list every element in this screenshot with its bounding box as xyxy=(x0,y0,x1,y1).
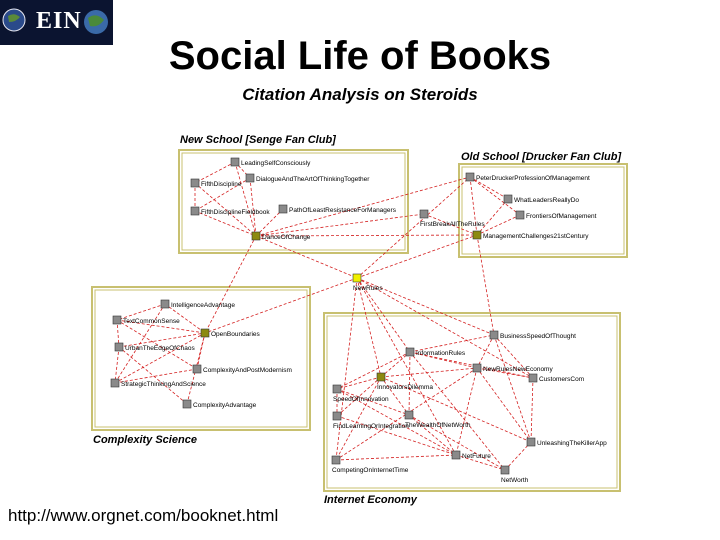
book-node-label: SpeedOfInnovation xyxy=(333,396,389,403)
book-node[interactable] xyxy=(473,364,553,373)
book-node[interactable] xyxy=(111,379,206,388)
book-node-marker[interactable] xyxy=(452,451,460,459)
citation-edge xyxy=(357,278,533,378)
book-node-label: CompetingOnInternetTime xyxy=(332,467,409,474)
book-node-marker[interactable] xyxy=(473,231,481,239)
book-node-marker[interactable] xyxy=(333,412,341,420)
book-node-label: BusinessSpeedOfThought xyxy=(500,333,576,340)
book-node-label: PeterDruckerProfessionOfManagement xyxy=(476,175,590,182)
book-node[interactable] xyxy=(193,365,292,374)
book-node-label: LeadingSelfConsciously xyxy=(241,160,311,167)
book-node[interactable] xyxy=(161,300,235,309)
book-node-marker[interactable] xyxy=(191,179,199,187)
citation-edge xyxy=(357,278,381,377)
citation-edge xyxy=(195,162,235,183)
book-node-label: NetWorth xyxy=(501,477,529,484)
book-node-label: OpenBoundaries xyxy=(211,331,260,338)
book-node[interactable] xyxy=(490,331,576,340)
book-node-marker[interactable] xyxy=(353,274,361,282)
book-node-marker[interactable] xyxy=(161,300,169,308)
book-node-marker[interactable] xyxy=(279,205,287,213)
book-node-label: DanceOfChange xyxy=(262,234,311,241)
book-node-marker[interactable] xyxy=(473,364,481,372)
book-node-label: NetFuture xyxy=(462,453,491,460)
citation-edge xyxy=(477,335,494,368)
book-node[interactable] xyxy=(113,316,180,325)
cluster-label-old-school: Old School [Drucker Fan Club] xyxy=(461,151,622,163)
book-node-label: DialogueAndTheArtOfThinkingTogether xyxy=(256,176,370,183)
book-node-marker[interactable] xyxy=(191,207,199,215)
citation-edge xyxy=(336,377,381,460)
book-node[interactable] xyxy=(527,438,607,447)
book-node[interactable] xyxy=(279,205,397,214)
book-node[interactable] xyxy=(406,348,466,357)
book-node-marker[interactable] xyxy=(113,316,121,324)
book-node[interactable] xyxy=(504,195,579,204)
citation-edge xyxy=(336,455,456,460)
book-node-marker[interactable] xyxy=(490,331,498,339)
citation-edge xyxy=(531,378,533,442)
book-node-label: NewRulesNewEconomy xyxy=(483,366,553,373)
book-node-marker[interactable] xyxy=(111,379,119,387)
book-node[interactable] xyxy=(473,231,589,240)
book-node-label: TheWealthOfNetWorth xyxy=(405,422,471,429)
book-node[interactable] xyxy=(252,232,311,241)
book-node[interactable] xyxy=(452,451,491,460)
book-node[interactable] xyxy=(377,373,433,391)
book-node-marker[interactable] xyxy=(252,232,260,240)
citation-edge xyxy=(477,368,531,442)
book-node-marker[interactable] xyxy=(332,456,340,464)
cluster-label-complexity: Complexity Science xyxy=(93,434,197,446)
book-node-label: PathOfLeastResistanceForManagers xyxy=(289,207,396,214)
book-node[interactable] xyxy=(201,329,261,338)
book-node-label: FirstBreakAllTheRules xyxy=(420,221,485,228)
book-node-label: UnleashingTheKillerApp xyxy=(537,440,607,447)
book-node-marker[interactable] xyxy=(406,348,414,356)
book-node-marker[interactable] xyxy=(201,329,209,337)
citation-edge xyxy=(477,235,494,335)
logo-text: EIN xyxy=(36,8,82,34)
citation-edge xyxy=(256,236,357,278)
book-node[interactable] xyxy=(183,400,257,409)
book-node-marker[interactable] xyxy=(193,365,201,373)
citation-edge xyxy=(456,368,477,455)
book-node[interactable] xyxy=(516,211,597,220)
book-node[interactable] xyxy=(191,179,242,188)
citation-edge xyxy=(250,178,256,236)
book-node-label: InnovatorsDilemma xyxy=(377,384,433,391)
book-node-marker[interactable] xyxy=(527,438,535,446)
citation-edge xyxy=(494,335,531,442)
citation-edge xyxy=(409,415,456,455)
book-node-label: InformationRules xyxy=(416,350,466,357)
book-node-label: UrbanTheEdgeOfChaos xyxy=(125,345,195,352)
source-url[interactable]: http://www.orgnet.com/booknet.html xyxy=(8,506,279,525)
book-node-label: FindLearningOrIntegration xyxy=(333,423,409,430)
book-node[interactable] xyxy=(246,174,370,183)
book-node-marker[interactable] xyxy=(466,173,474,181)
book-node-label: FifthDiscipline xyxy=(201,181,242,188)
book-node-label: IntelligenceAdvantage xyxy=(171,302,235,309)
citation-edge xyxy=(336,278,357,460)
citation-edge xyxy=(470,177,520,215)
cluster-label-new-school: New School [Senge Fan Club] xyxy=(180,134,336,146)
book-node-marker[interactable] xyxy=(420,210,428,218)
book-node-marker[interactable] xyxy=(529,374,537,382)
citation-edge xyxy=(205,236,256,333)
cluster-label-internet: Internet Economy xyxy=(324,494,417,506)
book-node-label: FifthDisciplineFieldbook xyxy=(201,209,270,216)
book-node[interactable] xyxy=(466,173,590,182)
citation-edge xyxy=(256,214,424,236)
book-node[interactable] xyxy=(332,456,409,474)
citation-edge xyxy=(337,377,381,389)
book-node[interactable] xyxy=(191,207,270,216)
book-node-label: ManagementChallenges21stCentury xyxy=(483,233,589,240)
page-title: Social Life of Books xyxy=(168,34,552,78)
book-node-marker[interactable] xyxy=(516,211,524,219)
book-node[interactable] xyxy=(333,412,409,430)
book-node-marker[interactable] xyxy=(333,385,341,393)
book-node-marker[interactable] xyxy=(183,400,191,408)
book-node-marker[interactable] xyxy=(115,343,123,351)
book-node[interactable] xyxy=(501,466,529,484)
page-subtitle: Citation Analysis on Steroids xyxy=(242,85,478,104)
book-node[interactable] xyxy=(529,374,584,383)
book-node-label: ComplexityAdvantage xyxy=(193,402,257,409)
book-node-marker[interactable] xyxy=(501,466,509,474)
book-node-label: FrontiersOfManagement xyxy=(526,213,597,220)
book-node-marker[interactable] xyxy=(504,195,512,203)
book-node-label: ComplexityAndPostModernism xyxy=(203,367,292,374)
book-node-marker[interactable] xyxy=(231,158,239,166)
book-node[interactable] xyxy=(115,343,195,352)
book-node-label: NewRules xyxy=(353,285,383,292)
book-node-label: TextCommonSense xyxy=(123,318,180,325)
book-node-label: WhatLeadersReallyDo xyxy=(514,197,580,204)
citation-edge xyxy=(477,199,508,235)
book-node-marker[interactable] xyxy=(377,373,385,381)
book-node-marker[interactable] xyxy=(405,411,413,419)
book-node[interactable] xyxy=(231,158,311,167)
book-node-label: CustomersCom xyxy=(539,376,585,383)
book-node-label: StrategicThinkingAndScience xyxy=(121,381,206,388)
book-node-marker[interactable] xyxy=(246,174,254,182)
